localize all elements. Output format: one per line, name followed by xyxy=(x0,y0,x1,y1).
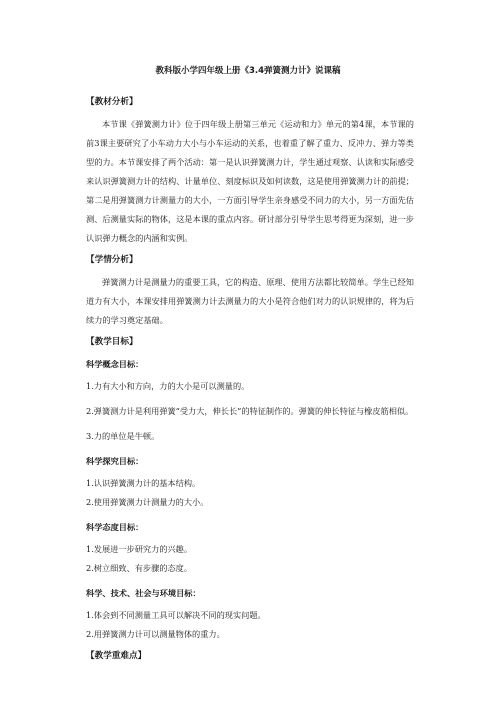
list-item: 3.力的单位是牛顿。 xyxy=(86,431,160,441)
paragraph-material: 本节课《弹簧测力计》位于四年级上册第三单元《运动和力》单元的第4课，本节课的前3课主要研究了小车动力大小与小车运动的关系，也着重了解了重力、反冲力、弹力等类型的力。本节课安排了两个活动：第一是认识弹簧测力计，学生通过观察、认读和实际感受来认识弹簧测力计的结构、计量单位、刻度标识及如何读数，这是使用弹簧测力计的前提；第二是用弹簧测力计测量力的大小，一方面引导学生亲身感受不同力的大小，另一方面先估测、后测量实际的物体，这是本课的重点内容。研讨部分引导学生思考得更为深刻，进一步认识弹力概念的内涵和实例。 xyxy=(86,119,414,243)
subheading-inquiry: 科学探究目标： xyxy=(86,456,144,466)
paragraph-students: 弹簧测力计是测量力的重要工具，它的构造、原理、使用方法都比较简单。学生已经知道力有大小，本课安排用弹簧测力计去测量力的大小是符合他们对力的认识规律的，将为后续力的学习奠定基础。 xyxy=(86,277,414,325)
section-heading-material: 【教材分析】 xyxy=(86,97,138,107)
subheading-sts: 科学、技术、社会与环境目标： xyxy=(86,588,201,598)
subheading-concept: 科学概念目标： xyxy=(86,359,144,369)
section-heading-keypoints: 【教学重难点】 xyxy=(86,651,147,661)
list-item: 1.发展进一步研究力的兴趣。 xyxy=(86,544,193,554)
list-item: 1.体会到不同测量工具可以解决不同的现实问题。 xyxy=(86,610,266,620)
subheading-attitude: 科学态度目标： xyxy=(86,522,144,532)
list-item: 2.弹簧测力计是利用弹簧“受力大，伸长长”的特征制作的。弹簧的伸长特征与橡皮筋相似。 xyxy=(86,406,414,416)
list-item: 2.用弹簧测力计可以测量物体的重力。 xyxy=(86,629,225,639)
list-item: 2.使用弹簧测力计测量力的大小。 xyxy=(86,497,209,507)
list-item: 1.力有大小和方向，力的大小是可以测量的。 xyxy=(86,381,250,391)
section-heading-students: 【学情分析】 xyxy=(86,255,138,265)
list-item: 2.树立细致、有步骤的态度。 xyxy=(86,563,193,573)
document-title: 教科版小学四年级上册《3.4弹簧测力计》说课稿 xyxy=(155,66,341,76)
document-body xyxy=(86,96,414,663)
section-heading-goals: 【教学目标】 xyxy=(86,337,138,347)
list-item: 1.认识弹簧测力计的基本结构。 xyxy=(86,478,201,488)
